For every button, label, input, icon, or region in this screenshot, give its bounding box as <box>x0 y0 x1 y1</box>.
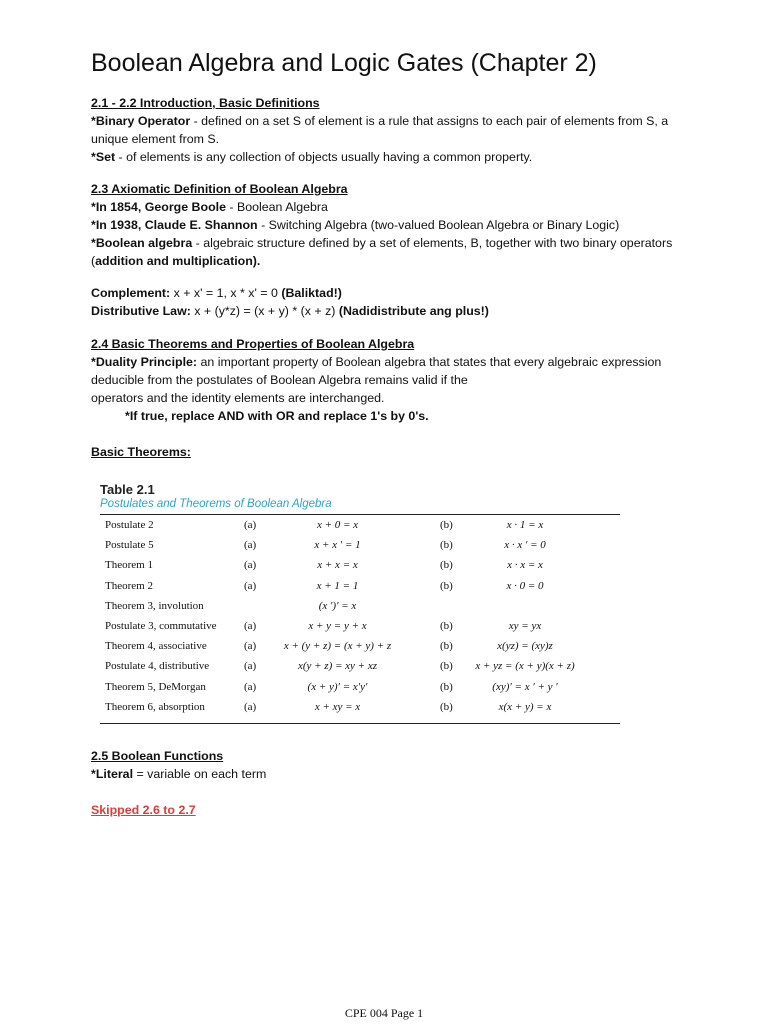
table-top-rule <box>100 514 620 515</box>
literal-definition <box>91 765 691 783</box>
term-label: *In 1854, George Boole <box>91 200 226 214</box>
label-a: (a) <box>244 579 257 592</box>
page-title: Boolean Algebra and Logic Gates (Chapter 2) <box>91 49 597 77</box>
row-name: Theorem 1 <box>105 559 153 572</box>
table-bottom-rule <box>100 723 620 724</box>
term-label: *Set <box>91 150 116 164</box>
term-label: *Binary Operator <box>91 114 191 128</box>
section-heading: 2.4 Basic Theorems and Properties of Boolean Algebra <box>91 337 415 351</box>
skipped-note: Skipped 2.6 to 2.7 <box>91 803 196 817</box>
section-heading: 2.3 Axiomatic Definition of Boolean Algebra <box>91 182 348 196</box>
table-title: Table 2.1 <box>100 482 155 497</box>
expression-a: x + (y + z) = (x + y) + z <box>283 640 392 653</box>
expression-a: x + x ′ = 1 <box>314 539 361 552</box>
complement-line <box>91 284 691 302</box>
definition-text: an important property of Boolean algebra that states that every algebraic expression deducible from the postulates of Boolean Algebra remains valid if the <box>91 355 662 387</box>
section-theorems <box>91 335 691 461</box>
definition-text: - defined on a set S of element is a rule that assigns to each pair of elements from S, a unique element from S. <box>91 114 669 146</box>
label-a: (a) <box>244 559 257 572</box>
postulates-table <box>100 482 620 724</box>
section-heading: 2.1 - 2.2 Introduction, Basic Definitions <box>91 96 320 110</box>
expression-b: x + yz = (x + y)(x + z) <box>475 660 575 673</box>
section-axiomatic <box>91 180 691 270</box>
label-a: (a) <box>244 640 257 653</box>
expression-a: x + xy = x <box>314 700 361 713</box>
row-name: Theorem 4, associative <box>105 640 207 653</box>
note-text: (Baliktad!) <box>281 286 342 300</box>
expression-b: x · x ′ = 0 <box>504 539 546 552</box>
row-name: Postulate 2 <box>105 519 154 531</box>
definition-text: - algebraic structure defined by a set of elements, B, together with two binary operators ( <box>91 236 673 268</box>
expression-b: (xy)′ = x ′ + y ′ <box>492 680 558 693</box>
row-name: Theorem 6, absorption <box>105 700 205 713</box>
table-row <box>100 620 620 640</box>
expression-a: (x ′)′ = x <box>318 599 357 612</box>
term-label: *Duality Principle: <box>91 355 198 369</box>
table-row <box>100 519 620 539</box>
basic-theorems-heading: Basic Theorems: <box>91 445 191 459</box>
row-name: Theorem 2 <box>105 579 153 592</box>
set-definition <box>91 148 691 166</box>
expression-a: x + x = x <box>317 559 358 572</box>
row-name: Postulate 5 <box>105 539 154 552</box>
label-b: (b) <box>440 640 453 653</box>
section-heading: 2.5 Boolean Functions <box>91 749 224 763</box>
label-b: (b) <box>440 539 453 552</box>
bold-text: addition and multiplication). <box>95 254 261 268</box>
table-row <box>100 559 620 579</box>
expression-b: xy = yx <box>508 619 542 632</box>
label-b: (b) <box>440 680 453 693</box>
label-a: (a) <box>244 619 257 632</box>
label-a: (a) <box>244 519 257 531</box>
expression-a: x + y = y + x <box>308 619 367 632</box>
label-a: (a) <box>244 660 257 673</box>
expression-a: x + 0 = x <box>316 519 359 531</box>
expression-a: x(y + z) = xy + xz <box>297 660 378 673</box>
expression-b: x · 1 = x <box>506 519 544 531</box>
term-label: *In 1938, Claude E. Shannon <box>91 218 258 232</box>
row-name: Postulate 3, commutative <box>105 619 217 632</box>
boole-line <box>91 198 691 216</box>
definition-text: = variable on each term <box>133 767 267 781</box>
label-b: (b) <box>440 660 453 673</box>
term-label: *Boolean algebra <box>91 236 193 250</box>
label-b: (b) <box>440 519 453 531</box>
definition-text: - Boolean Algebra <box>225 200 328 214</box>
expression-a: x + 1 = 1 <box>316 579 359 592</box>
section-boolean-functions <box>91 747 691 819</box>
table-body <box>100 519 620 721</box>
formula-text: x + (y*z) = (x + y) * (x + z) <box>190 304 339 318</box>
duality-principle <box>91 353 691 389</box>
table-row <box>100 660 620 680</box>
label-a: (a) <box>244 700 257 713</box>
expression-b: x · 0 = 0 <box>506 579 544 592</box>
expression-a: (x + y)′ = x′y′ <box>307 680 368 693</box>
label-b: (b) <box>440 579 453 592</box>
boolean-algebra-definition <box>91 234 691 270</box>
table-row <box>100 681 620 701</box>
table-row <box>100 539 620 559</box>
label-a: (a) <box>244 539 257 552</box>
page-footer: CPE 004 Page 1 <box>344 1006 424 1020</box>
expression-b: x · x = x <box>507 559 543 572</box>
table-row <box>100 580 620 600</box>
shannon-line <box>91 216 691 234</box>
table-row <box>100 640 620 660</box>
table-subtitle: Postulates and Theorems of Boolean Algebra <box>100 498 332 510</box>
label-b: (b) <box>440 619 453 632</box>
expression-b: x(yz) = (xy)z <box>497 640 553 653</box>
formula-text: x + x' = 1, x * x' = 0 <box>170 286 282 300</box>
table-row <box>100 600 620 620</box>
note-text: (Nadidistribute ang plus!) <box>338 304 489 318</box>
term-label: Distributive Law: <box>91 304 191 318</box>
section-intro <box>91 94 691 166</box>
term-label: *Literal <box>91 767 134 781</box>
definition-text: - Switching Algebra (two-valued Boolean Algebra or Binary Logic) <box>257 218 620 232</box>
table-row <box>100 701 620 721</box>
definition-text: - of elements is any collection of objects usually having a common property. <box>115 150 533 164</box>
duality-rule: *If true, replace AND with OR and replace 1's by 0's. <box>125 409 429 423</box>
row-name: Theorem 3, involution <box>105 599 204 612</box>
expression-b: x(x + y) = x <box>498 700 552 713</box>
label-a: (a) <box>244 680 257 693</box>
label-b: (b) <box>440 559 453 572</box>
duality-principle-cont: operators and the identity elements are interchanged. <box>91 391 385 405</box>
row-name: Postulate 4, distributive <box>105 660 210 673</box>
distributive-line <box>91 302 691 320</box>
term-label: Complement: <box>91 286 171 300</box>
complement-and-distributive <box>91 284 691 320</box>
label-b: (b) <box>440 700 453 713</box>
binary-operator-definition <box>91 112 691 148</box>
row-name: Theorem 5, DeMorgan <box>105 680 206 693</box>
